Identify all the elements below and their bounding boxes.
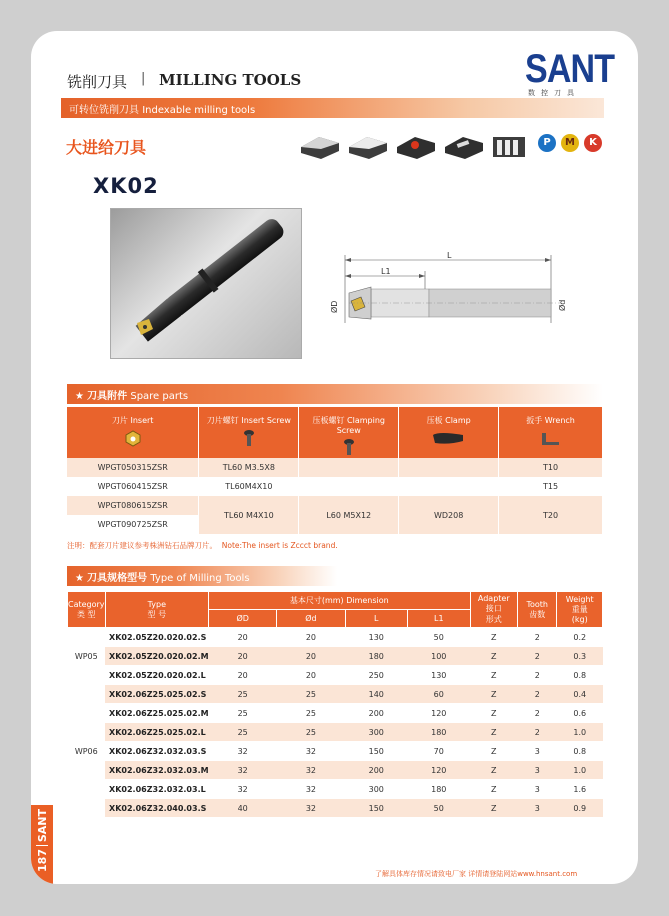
spare-clamp-group-cell: WD208 (399, 496, 499, 534)
table-row (68, 761, 603, 780)
weight-cell: 0.4 (557, 685, 603, 704)
D-cell: 20 (209, 666, 277, 685)
d-cell: 20 (277, 628, 345, 647)
adapter-cell: Z (470, 628, 518, 647)
end-mill-render (111, 209, 303, 360)
tool-types-title: ★ 刀具规格型号 Type of Milling Tools (75, 573, 250, 584)
header-separator: | (141, 71, 146, 86)
D-cell: 25 (209, 704, 277, 723)
dim-D-header: ØD (209, 610, 277, 628)
weight-header: Weight 重量 (kg) (557, 592, 603, 628)
tooth-cell: 3 (518, 742, 557, 761)
page-number: 187 (35, 849, 49, 873)
category-cell: WP05 (68, 628, 106, 685)
type-cell: XK02.06Z25.025.02.M (105, 704, 209, 723)
dim-D-label: ØD (330, 300, 339, 313)
weight-cell: 0.8 (557, 742, 603, 761)
category-cell: WP06 (68, 685, 106, 818)
spare-header-clamping-screw: 压板螺钉 Clamping Screw (299, 407, 399, 458)
dim-d-label: Ød (558, 299, 567, 311)
adapter-cell: Z (470, 647, 518, 666)
L-cell: 200 (345, 704, 407, 723)
tooth-cell: 2 (518, 723, 557, 742)
spare-clamp-cell (399, 477, 499, 496)
spare-insert-cell: WPGT090725ZSR (67, 515, 199, 534)
table-row (68, 666, 603, 685)
insert-icon (122, 429, 144, 447)
L1-cell: 120 (408, 761, 470, 780)
screw-icon (238, 429, 260, 447)
spare-wrench-cell: T15 (499, 477, 603, 496)
L1-cell: 60 (408, 685, 470, 704)
material-badges (538, 134, 602, 152)
D-cell: 32 (209, 761, 277, 780)
weight-cell: 0.8 (557, 666, 603, 685)
clamp-icon (429, 429, 469, 447)
L1-cell: 180 (408, 723, 470, 742)
L1-cell: 130 (408, 666, 470, 685)
weight-cell: 0.2 (557, 628, 603, 647)
spare-header-wrench: 扳手 Wrench (499, 407, 603, 458)
milling-tools-table (67, 591, 603, 818)
L1-cell: 120 (408, 704, 470, 723)
type-cell: XK02.06Z32.032.03.S (105, 742, 209, 761)
spare-parts-table (67, 407, 603, 534)
table-row (68, 628, 603, 647)
brand-logo-subtitle: 数控刀具 (528, 89, 580, 97)
spare-row-1 (67, 458, 603, 477)
product-photo (110, 208, 302, 359)
tooth-cell: 2 (518, 628, 557, 647)
L1-cell: 50 (408, 628, 470, 647)
dim-L-label: L (447, 251, 452, 260)
L1-cell: 100 (408, 647, 470, 666)
spare-insert-cell: WPGT050315ZSR (67, 458, 199, 477)
D-cell: 20 (209, 628, 277, 647)
adapter-cell: Z (470, 723, 518, 742)
adapter-cell: Z (470, 780, 518, 799)
d-cell: 20 (277, 666, 345, 685)
material-m-badge: M (561, 134, 579, 152)
tooth-cell: 3 (518, 780, 557, 799)
L1-cell: 180 (408, 780, 470, 799)
pocket-milling-icon (397, 137, 435, 159)
tooth-header: Tooth 齿数 (518, 592, 557, 628)
spare-wrench-cell: T10 (499, 458, 603, 477)
L1-cell: 50 (408, 799, 470, 818)
table-row (68, 704, 603, 723)
technical-drawing (321, 249, 581, 343)
type-cell: XK02.05Z20.020.02.L (105, 666, 209, 685)
side-tab-text (33, 809, 51, 872)
insert-note: 注明：配套刀片建议参考株洲钻石品牌刀片。 Note:The insert is Zccct brand. (67, 541, 338, 550)
spare-clamping-cell (299, 458, 399, 477)
tooth-cell: 2 (518, 666, 557, 685)
table-row (68, 799, 603, 818)
spare-header-insert: 刀片 Insert (67, 407, 199, 458)
spare-header-clamp: 压板 Clamp (399, 407, 499, 458)
L-cell: 180 (345, 647, 407, 666)
adapter-cell: Z (470, 799, 518, 818)
d-cell: 32 (277, 799, 345, 818)
tooth-cell: 2 (518, 685, 557, 704)
dim-L1-label: L1 (381, 267, 391, 276)
face-milling-icon (349, 137, 387, 159)
weight-cell: 0.6 (557, 704, 603, 723)
material-p-badge: P (538, 134, 556, 152)
L-cell: 140 (345, 685, 407, 704)
type-cell: XK02.06Z32.040.03.S (105, 799, 209, 818)
table-row (68, 742, 603, 761)
spare-insert-cell: WPGT080615ZSR (67, 496, 199, 515)
L-cell: 130 (345, 628, 407, 647)
type-cell: XK02.06Z25.025.02.S (105, 685, 209, 704)
D-cell: 25 (209, 723, 277, 742)
spare-row-2 (67, 477, 603, 496)
type-cell: XK02.05Z20.020.02.M (105, 647, 209, 666)
dim-L1-header: L1 (408, 610, 470, 628)
wrench-icon (539, 429, 563, 447)
footer-contact: 了解具体库存情况请致电厂家 详情请登陆网站www.hnsant.com (375, 870, 578, 878)
d-cell: 25 (277, 685, 345, 704)
category-header: Category 类 型 (68, 592, 106, 628)
spare-row-3 (67, 496, 603, 515)
model-number: XK02 (93, 174, 159, 198)
D-cell: 40 (209, 799, 277, 818)
D-cell: 32 (209, 742, 277, 761)
adapter-cell: Z (470, 742, 518, 761)
adapter-header: Adapter 接口 形式 (470, 592, 518, 628)
spare-screw-group-cell: TL60 M4X10 (199, 496, 299, 534)
spare-clamping-group-cell: L60 M5X12 (299, 496, 399, 534)
weight-cell: 1.0 (557, 761, 603, 780)
category-bar (61, 98, 604, 118)
side-tab-brand: SANT (35, 809, 49, 843)
brand-logo: SANT (525, 47, 615, 91)
spare-parts-title: ★ 刀具附件 Spare parts (75, 391, 189, 402)
dimension-header: 基本尺寸(mm) Dimension (209, 592, 470, 610)
L-cell: 150 (345, 742, 407, 761)
adapter-cell: Z (470, 666, 518, 685)
L1-cell: 70 (408, 742, 470, 761)
table-row (68, 723, 603, 742)
spare-clamping-cell (299, 477, 399, 496)
ramping-icon (493, 137, 525, 157)
d-cell: 20 (277, 647, 345, 666)
header-title-en: MILLING TOOLS (159, 71, 302, 89)
adapter-cell: Z (470, 704, 518, 723)
d-cell: 25 (277, 704, 345, 723)
type-cell: XK02.06Z32.032.03.L (105, 780, 209, 799)
weight-cell: 1.6 (557, 780, 603, 799)
tooth-cell: 2 (518, 704, 557, 723)
spare-screw-cell: TL60 M3.5X8 (199, 458, 299, 477)
spare-clamp-cell (399, 458, 499, 477)
material-k-badge: K (584, 134, 602, 152)
type-cell: XK02.06Z25.025.02.L (105, 723, 209, 742)
L-cell: 250 (345, 666, 407, 685)
tooth-cell: 3 (518, 799, 557, 818)
type-cell: XK02.06Z32.032.03.M (105, 761, 209, 780)
milling-header-row-1 (68, 592, 603, 610)
d-cell: 32 (277, 742, 345, 761)
weight-cell: 0.3 (557, 647, 603, 666)
tool-types-bar (67, 566, 337, 586)
L-cell: 300 (345, 723, 407, 742)
spare-insert-cell: WPGT060415ZSR (67, 477, 199, 496)
L-cell: 200 (345, 761, 407, 780)
dim-d-header: Ød (277, 610, 345, 628)
adapter-cell: Z (470, 761, 518, 780)
spare-parts-bar (67, 384, 603, 404)
D-cell: 25 (209, 685, 277, 704)
spare-wrench-group-cell: T20 (499, 496, 603, 534)
dimension-drawing (321, 249, 581, 339)
d-cell: 32 (277, 780, 345, 799)
dim-L-header: L (345, 610, 407, 628)
tooth-cell: 3 (518, 761, 557, 780)
type-cell: XK02.05Z20.020.02.S (105, 628, 209, 647)
slot-milling-icon (445, 137, 483, 159)
weight-cell: 1.0 (557, 723, 603, 742)
spare-screw-cell: TL60M4X10 (199, 477, 299, 496)
section-title: 大进给刀具 (66, 138, 147, 157)
type-header: Type 型 号 (105, 592, 209, 628)
category-bar-text: 可转位铣削刀具 Indexable milling tools (69, 105, 256, 116)
weight-cell: 0.9 (557, 799, 603, 818)
tooth-cell: 2 (518, 647, 557, 666)
application-type-icons (299, 131, 527, 165)
D-cell: 32 (209, 780, 277, 799)
clamping-screw-icon (338, 438, 360, 456)
spare-header-insert-screw: 刀片螺钉 Insert Screw (199, 407, 299, 458)
d-cell: 25 (277, 723, 345, 742)
table-row (68, 647, 603, 666)
L-cell: 150 (345, 799, 407, 818)
adapter-cell: Z (470, 685, 518, 704)
table-row (68, 780, 603, 799)
catalog-page (31, 31, 638, 884)
header-title-cn: 铣削刀具 (67, 73, 128, 91)
L-cell: 300 (345, 780, 407, 799)
table-row (68, 685, 603, 704)
application-icons (299, 131, 527, 169)
d-cell: 32 (277, 761, 345, 780)
D-cell: 20 (209, 647, 277, 666)
shoulder-milling-icon (301, 137, 339, 159)
spare-parts-header-row (67, 407, 603, 458)
